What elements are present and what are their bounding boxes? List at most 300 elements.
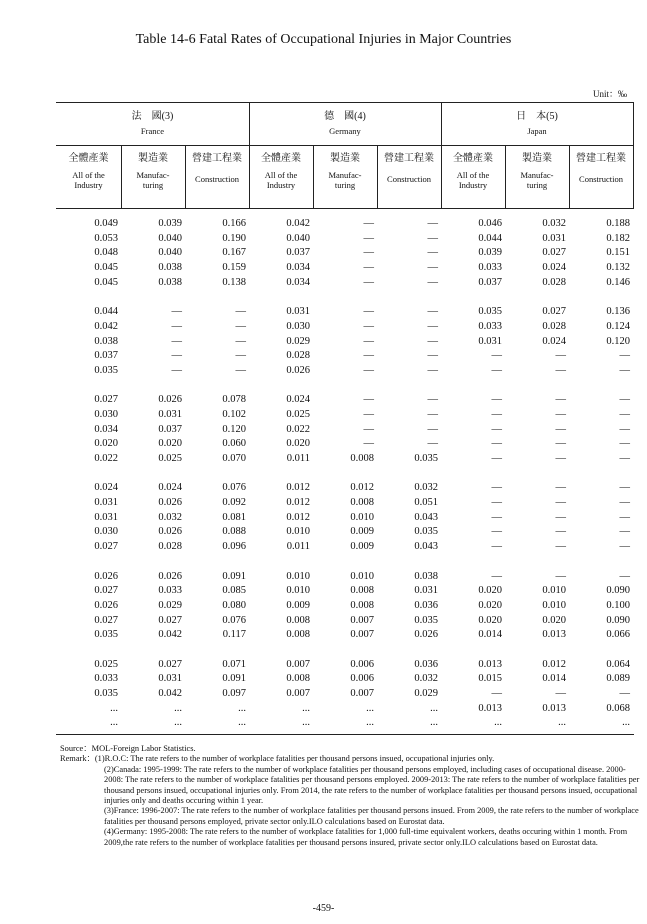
table-cell: — [171,364,182,376]
table-cell: — [235,335,246,347]
table-cell: 0.011 [286,453,310,464]
table-cell: — [427,247,438,259]
table-cell: 0.190 [222,232,246,244]
table-cell: 0.025 [286,408,310,420]
table-cell: — [619,570,630,582]
country-header-japan [441,110,633,138]
column-header-en [121,170,185,190]
table-cell: 0.027 [542,247,566,259]
table-cell: 0.027 [94,585,118,597]
table-cell: 0.007 [286,688,310,699]
table-cell: 0.010 [286,526,310,538]
remark-note-1: Remark：(1)R.O.C: The rate refers to the number of workplace fatalities per thousand persons insued, occupational injuries only. [60,754,495,764]
table-cell: 0.037 [478,276,502,288]
column-header-en-line: Manufac- [328,170,362,180]
table-cell: 0.034 [286,262,310,274]
table-cell: 0.043 [414,511,438,523]
table-cell: 0.091 [222,570,246,582]
column-header-zh: 製造業 [330,153,360,164]
table-cell: — [555,482,566,494]
table-cell: — [619,350,630,362]
table-cell: — [491,526,502,538]
table-cell: 0.100 [606,599,630,611]
table-cell: 0.182 [606,232,630,244]
table-cell: 0.020 [94,438,118,450]
table-cell: 0.035 [478,306,502,318]
table-cell: — [491,541,502,553]
column-header [441,153,505,190]
table-right-edge [633,102,634,208]
table-cell: 0.012 [542,658,566,670]
table-cell: 0.092 [222,497,246,509]
table-cell: 0.031 [542,232,566,244]
table-cell: 0.032 [414,673,438,685]
table-row [56,673,634,688]
table-cell: 0.008 [286,629,310,641]
table-cell: 0.027 [94,394,118,406]
table-cell: 0.031 [158,673,182,685]
table-cell: — [491,497,502,509]
table-cell: 0.076 [222,614,246,626]
column-header-en-line: turing [334,180,356,190]
table-cell: — [427,438,438,450]
table-cell: — [427,423,438,435]
table-cell: — [619,394,630,406]
table-cell: — [491,688,502,699]
table-cell: 0.051 [414,497,438,509]
table-cell: 0.035 [414,453,438,464]
table-cell: 0.009 [350,526,374,538]
table-cell: — [555,688,566,699]
table-cell: ... [302,702,310,714]
table-cell: 0.031 [478,335,502,347]
table-cell: — [427,394,438,406]
table-cell: 0.009 [286,599,310,611]
column-header-en [249,170,313,190]
table-cell: 0.188 [606,218,630,229]
footnotes [60,744,640,848]
table-cell: 0.015 [478,673,502,685]
column-header-en-line: Construction [195,174,239,184]
table-row [56,409,634,424]
table-cell: 0.028 [542,276,566,288]
table-cell: 0.026 [158,394,182,406]
table-cell: — [427,335,438,347]
column-header [313,153,377,190]
table-title: Table 14-6 Fatal Rates of Occupational Injuries in Major Countries [135,32,512,47]
table-cell: 0.042 [94,320,118,332]
table-cell: 0.007 [350,688,374,699]
table-cell: 0.097 [222,688,246,699]
table-cell: — [619,453,630,464]
table-cell: — [555,541,566,553]
table-cell: — [555,453,566,464]
table-row [56,365,634,380]
table-cell: 0.007 [350,629,374,641]
table-cell: 0.053 [94,232,118,244]
table-cell: 0.036 [414,599,438,611]
table-cell: 0.027 [542,306,566,318]
table-cell: 0.014 [478,629,502,641]
table-cell: 0.031 [414,585,438,597]
table-cell: 0.035 [94,688,118,699]
table-cell: — [363,394,374,406]
table-row [56,438,634,453]
table-cell: 0.007 [286,658,310,670]
table-cell: 0.010 [286,570,310,582]
remark-label: Remark： [60,754,95,764]
table-row [56,218,634,233]
table-cell: 0.038 [414,570,438,582]
table-row [56,541,634,556]
table-cell: 0.009 [350,541,374,553]
table-cell: 0.044 [478,232,502,244]
table-row [56,703,634,718]
table-cell: — [619,364,630,376]
table-cell: 0.014 [542,673,566,685]
page-number: -459- [312,903,335,914]
table-cell: 0.029 [286,335,310,347]
table-row [56,321,634,336]
table-row [56,262,634,277]
table-cell: — [619,526,630,538]
table-cell: 0.030 [94,526,118,538]
table-row [56,688,634,703]
country-divider-rule [56,145,634,146]
table-cell: — [235,364,246,376]
table-cell: — [619,423,630,435]
table-row [56,277,634,292]
table-cell: — [555,408,566,420]
table-row [56,306,634,321]
table-cell: — [491,438,502,450]
table-cell: 0.006 [350,658,374,670]
column-header [249,153,313,190]
table-cell: 0.013 [478,658,502,670]
table-cell: — [491,511,502,523]
table-cell: 0.146 [606,276,630,288]
country-name-zh: 德 國(4) [324,111,366,122]
table-cell: — [363,335,374,347]
column-header-zh: 全體產業 [68,153,109,164]
table-cell: — [555,570,566,582]
table-row [56,350,634,365]
table-cell: 0.090 [606,585,630,597]
table-row [56,600,634,615]
table-cell: — [619,511,630,523]
column-header [121,153,185,190]
table-cell: — [555,364,566,376]
table-cell: — [363,438,374,450]
table-cell: — [363,423,374,435]
table-cell: 0.040 [158,247,182,259]
table-bottom-rule [56,734,634,735]
table-cell: — [491,423,502,435]
table-cell: — [235,350,246,362]
column-header-zh: 全體產業 [261,153,301,164]
table-cell: 0.012 [286,497,310,509]
table-cell: 0.024 [286,394,310,406]
table-cell: — [555,511,566,523]
table-cell: — [427,306,438,318]
table-cell: 0.030 [286,320,310,332]
column-header-en-line: Construction [579,174,623,184]
table-cell: 0.046 [478,218,502,229]
column-header-en-line: All of the [264,170,298,180]
table-cell: ... [174,717,182,729]
table-cell: 0.089 [606,673,630,685]
table-cell: 0.027 [158,614,182,626]
table-cell: 0.068 [606,702,630,714]
table-cell: — [427,218,438,229]
table-cell: 0.024 [542,262,566,274]
table-row [56,394,634,409]
table-cell: 0.166 [222,218,246,229]
table-cell: 0.035 [94,364,118,376]
table-cell: 0.031 [158,408,182,420]
table-cell: 0.020 [478,614,502,626]
table-row [56,497,634,512]
table-cell: 0.120 [222,423,246,435]
data-table-body [56,218,634,732]
table-cell: — [363,232,374,244]
table-cell: 0.031 [94,497,118,509]
table-cell: 0.010 [286,585,310,597]
table-cell: — [555,438,566,450]
table-cell: 0.078 [222,394,246,406]
column-header-zh: 營建工程業 [192,153,242,164]
table-cell: 0.038 [158,276,182,288]
table-row [56,247,634,262]
table-cell: — [171,320,182,332]
group-spacer [56,291,634,306]
table-cell: — [363,364,374,376]
table-row [56,615,634,630]
table-cell: 0.010 [350,511,374,523]
group-spacer [56,556,634,571]
table-cell: — [235,306,246,318]
column-header-en-line: turing [142,180,164,190]
column-header [56,153,121,190]
table-cell: 0.031 [286,306,310,318]
table-cell: — [363,350,374,362]
column-header-en-line: Industry [266,180,296,190]
table-cell: 0.159 [222,262,246,274]
table-cell: 0.039 [478,247,502,259]
table-cell: 0.042 [158,629,182,641]
table-cell: ... [430,702,438,714]
table-cell: 0.043 [414,541,438,553]
table-cell: 0.037 [94,350,118,362]
table-cell: 0.037 [158,423,182,435]
header-top-rule [56,102,634,103]
column-header-zh: 營建工程業 [384,153,434,164]
table-cell: — [363,408,374,420]
table-cell: — [363,306,374,318]
table-cell: ... [110,717,118,729]
column-header-en-line: Manufac- [520,170,554,180]
column-header-zh: 製造業 [522,153,552,164]
column-header-en [505,170,569,190]
table-cell: 0.012 [286,482,310,494]
table-cell: 0.024 [158,482,182,494]
table-cell: 0.102 [222,408,246,420]
table-cell: 0.081 [222,511,246,523]
table-row [56,526,634,541]
table-cell: 0.032 [542,218,566,229]
table-cell: 0.071 [222,658,246,670]
table-row [56,424,634,439]
table-cell: 0.010 [542,585,566,597]
table-cell: 0.026 [414,629,438,641]
table-cell: 0.011 [286,541,310,553]
table-cell: — [555,350,566,362]
column-header-en-line: turing [526,180,548,190]
table-cell: 0.033 [94,673,118,685]
table-cell: — [619,541,630,553]
table-cell: 0.007 [350,614,374,626]
table-cell: — [619,438,630,450]
table-cell: 0.028 [158,541,182,553]
table-row [56,453,634,468]
table-cell: — [555,423,566,435]
column-header [569,153,633,184]
table-cell: 0.080 [222,599,246,611]
table-cell: 0.006 [350,673,374,685]
table-cell: 0.026 [94,599,118,611]
column-header [377,153,441,184]
table-cell: ... [110,702,118,714]
table-cell: 0.026 [158,526,182,538]
column-header-en-line: Industry [458,180,488,190]
table-cell: 0.088 [222,526,246,538]
group-spacer [56,468,634,483]
table-cell: 0.090 [606,614,630,626]
table-cell: 0.027 [158,658,182,670]
table-cell: 0.085 [222,585,246,597]
table-cell: 0.066 [606,629,630,641]
table-cell: — [619,497,630,509]
table-cell: — [427,320,438,332]
table-cell: ... [302,717,310,729]
table-cell: 0.031 [94,511,118,523]
table-cell: 0.010 [542,599,566,611]
group-spacer [56,644,634,659]
table-row [56,512,634,527]
country-name-zh: 日 本(5) [516,111,558,122]
table-cell: 0.020 [542,614,566,626]
table-row [56,482,634,497]
table-cell: 0.124 [606,320,630,332]
column-header-en-line: Construction [387,174,431,184]
table-cell: 0.032 [414,482,438,494]
table-cell: ... [558,717,566,729]
table-cell: 0.027 [94,614,118,626]
table-cell: 0.028 [286,350,310,362]
table-cell: 0.048 [94,247,118,259]
table-cell: 0.020 [286,438,310,450]
table-cell: 0.091 [222,673,246,685]
country-header-france [56,110,249,138]
table-cell: 0.026 [158,497,182,509]
table-cell: ... [238,717,246,729]
remark-note-4: (4)Germany: 1995-2008: The rate refers to the number of workplace fatalities for 1,000 full-time equivalent workers, deaths occuring within 1 month. From 2009,the rate refers to the number of workplace fatalities per thousand persons insured, private sector only.ILO calculations based on Eurostat data. [104,827,628,847]
table-cell: 0.042 [158,688,182,699]
table-cell: — [491,570,502,582]
table-cell: 0.020 [158,438,182,450]
table-cell: — [619,408,630,420]
column-header [505,153,569,190]
table-cell: — [235,320,246,332]
table-cell: 0.120 [606,335,630,347]
table-cell: ... [174,702,182,714]
table-cell: — [491,453,502,464]
table-cell: 0.024 [94,482,118,494]
country-name-en: France [140,126,165,136]
table-cell: — [555,394,566,406]
table-cell: 0.117 [222,629,246,641]
table-cell: — [363,218,374,229]
table-cell: 0.035 [414,614,438,626]
table-cell: 0.013 [478,702,502,714]
table-cell: 0.010 [350,570,374,582]
table-cell: 0.013 [542,629,566,641]
column-header-en [441,170,505,190]
header-bottom-rule [56,208,634,209]
column-header-zh: 營建工程業 [576,153,626,164]
table-cell: ... [366,702,374,714]
table-cell: 0.037 [286,247,310,259]
country-name-en: Germany [329,126,361,136]
table-cell: — [363,276,374,288]
table-cell: — [363,262,374,274]
table-cell: 0.036 [414,658,438,670]
table-cell: 0.008 [350,453,374,464]
country-name-en: Japan [527,126,547,136]
table-cell: — [427,364,438,376]
table-cell: — [491,408,502,420]
column-header-en [377,174,441,184]
table-cell: — [619,688,630,699]
table-cell: 0.008 [350,585,374,597]
table-cell: 0.044 [94,306,118,318]
table-cell: — [427,408,438,420]
table-cell: 0.045 [94,276,118,288]
table-row [56,585,634,600]
table-cell: — [171,335,182,347]
column-header-en [56,170,121,190]
table-cell: 0.040 [158,232,182,244]
column-header-en-line: All of the [456,170,490,180]
table-cell: ... [494,717,502,729]
table-cell: — [363,247,374,259]
table-cell: 0.132 [606,262,630,274]
unit-label: Unit：‰ [592,89,627,99]
table-cell: 0.028 [542,320,566,332]
table-cell: 0.030 [94,408,118,420]
table-cell: 0.026 [158,570,182,582]
table-cell: 0.138 [222,276,246,288]
table-cell: 0.076 [222,482,246,494]
table-cell: — [491,482,502,494]
table-cell: — [171,306,182,318]
country-header-germany [249,110,441,138]
table-cell: 0.033 [158,585,182,597]
table-row [56,629,634,644]
table-cell: — [555,526,566,538]
table-cell: — [491,394,502,406]
column-header-en [313,170,377,190]
